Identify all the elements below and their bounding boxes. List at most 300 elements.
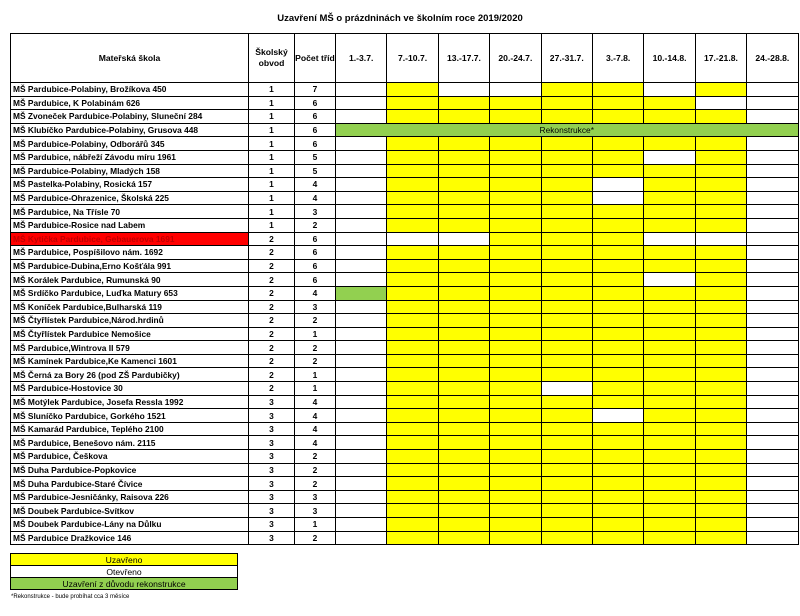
- obvod-cell: 1: [249, 83, 295, 97]
- week-cell-open: [644, 273, 695, 287]
- trid-cell: 2: [295, 463, 336, 477]
- week-cell-closed: [438, 368, 489, 382]
- header-week: 27.-31.7.: [541, 34, 592, 83]
- week-cell-open: [747, 300, 798, 314]
- week-cell-closed: [490, 518, 541, 532]
- week-cell-closed: [541, 477, 592, 491]
- header-school: Mateřská škola: [11, 34, 249, 83]
- week-cell-closed: [541, 504, 592, 518]
- obvod-cell: 3: [249, 409, 295, 423]
- week-cell-closed: [644, 450, 695, 464]
- week-cell-closed: [592, 382, 643, 396]
- school-name-cell: MŠ Kytička Pardubice, Gebauerova 1691: [11, 232, 249, 246]
- week-cell-closed: [438, 110, 489, 124]
- header-row: [11, 34, 799, 83]
- week-cell-closed: [387, 83, 438, 97]
- obvod-cell: 1: [249, 150, 295, 164]
- week-cell-open: [336, 409, 387, 423]
- week-cell-open: [747, 382, 798, 396]
- trid-cell: 5: [295, 150, 336, 164]
- week-cell-open: [747, 178, 798, 192]
- week-cell-closed: [438, 382, 489, 396]
- week-cell-closed: [592, 286, 643, 300]
- table-row: [11, 518, 799, 532]
- week-cell-closed: [490, 300, 541, 314]
- week-cell-open: [336, 246, 387, 260]
- week-cell-open: [438, 83, 489, 97]
- table-row: [11, 382, 799, 396]
- trid-cell: 1: [295, 382, 336, 396]
- week-cell-open: [695, 96, 746, 110]
- trid-cell: 6: [295, 273, 336, 287]
- week-cell-open: [336, 110, 387, 124]
- week-cell-closed: [541, 205, 592, 219]
- week-cell-closed: [644, 110, 695, 124]
- obvod-cell: 3: [249, 463, 295, 477]
- week-cell-closed: [541, 463, 592, 477]
- week-cell-open: [336, 422, 387, 436]
- week-cell-closed: [695, 83, 746, 97]
- week-cell-closed: [644, 436, 695, 450]
- week-cell-open: [541, 382, 592, 396]
- week-cell-closed: [490, 490, 541, 504]
- week-cell-closed: [387, 191, 438, 205]
- week-cell-closed: [695, 504, 746, 518]
- week-cell-closed: [695, 409, 746, 423]
- week-cell-closed: [695, 314, 746, 328]
- obvod-cell: 2: [249, 300, 295, 314]
- trid-cell: 6: [295, 232, 336, 246]
- week-cell-closed: [695, 422, 746, 436]
- week-cell-closed: [695, 300, 746, 314]
- table-row: [11, 246, 799, 260]
- week-cell-reconstruction: [336, 286, 387, 300]
- school-name-cell: MŠ Klubíčko Pardubice-Polabiny, Grusova 448: [11, 123, 249, 137]
- table-row: [11, 273, 799, 287]
- week-cell-closed: [541, 436, 592, 450]
- week-cell-closed: [644, 531, 695, 545]
- week-cell-closed: [695, 395, 746, 409]
- obvod-cell: 1: [249, 218, 295, 232]
- week-cell-closed: [438, 218, 489, 232]
- week-cell-closed: [438, 191, 489, 205]
- week-cell-closed: [592, 300, 643, 314]
- week-cell-open: [747, 395, 798, 409]
- week-cell-closed: [387, 368, 438, 382]
- week-cell-closed: [438, 436, 489, 450]
- week-cell-open: [336, 490, 387, 504]
- week-cell-closed: [387, 395, 438, 409]
- week-cell-closed: [592, 368, 643, 382]
- week-cell-closed: [592, 490, 643, 504]
- school-name-cell: MŠ Duha Pardubice-Staré Čívice: [11, 477, 249, 491]
- week-cell-open: [747, 246, 798, 260]
- week-cell-open: [747, 273, 798, 287]
- trid-cell: 1: [295, 368, 336, 382]
- obvod-cell: 1: [249, 137, 295, 151]
- week-cell-closed: [644, 463, 695, 477]
- week-cell-closed: [438, 531, 489, 545]
- week-cell-closed: [644, 286, 695, 300]
- obvod-cell: 3: [249, 450, 295, 464]
- week-cell-open: [747, 422, 798, 436]
- trid-cell: 2: [295, 218, 336, 232]
- week-cell-closed: [541, 150, 592, 164]
- week-cell-closed: [644, 341, 695, 355]
- week-cell-open: [747, 463, 798, 477]
- week-cell-closed: [438, 164, 489, 178]
- week-cell-closed: [644, 504, 695, 518]
- week-cell-open: [747, 450, 798, 464]
- week-cell-open: [747, 164, 798, 178]
- trid-cell: 2: [295, 354, 336, 368]
- week-cell-closed: [695, 368, 746, 382]
- week-cell-closed: [695, 436, 746, 450]
- week-cell-closed: [644, 327, 695, 341]
- week-cell-open: [747, 409, 798, 423]
- week-cell-closed: [490, 450, 541, 464]
- week-cell-closed: [592, 314, 643, 328]
- week-cell-closed: [490, 504, 541, 518]
- week-cell-open: [336, 150, 387, 164]
- week-cell-closed: [695, 218, 746, 232]
- week-cell-open: [747, 205, 798, 219]
- week-cell-open: [747, 477, 798, 491]
- legend-reconstruction: Uzavření z důvodu rekonstrukce: [11, 578, 238, 590]
- school-name-cell: MŠ Pardubice-Rosice nad Labem: [11, 218, 249, 232]
- week-cell-closed: [592, 232, 643, 246]
- school-name-cell: MŠ Pardubice-Dubina,Erno Košťála 991: [11, 259, 249, 273]
- week-cell-closed: [387, 450, 438, 464]
- week-cell-closed: [438, 246, 489, 260]
- week-cell-closed: [644, 191, 695, 205]
- table-row: [11, 218, 799, 232]
- obvod-cell: 3: [249, 531, 295, 545]
- week-cell-closed: [490, 259, 541, 273]
- school-name-cell: MŠ Pardubice-Polabiny, Mladých 158: [11, 164, 249, 178]
- week-cell-closed: [490, 191, 541, 205]
- week-cell-closed: [644, 246, 695, 260]
- week-cell-closed: [387, 164, 438, 178]
- legend: [10, 553, 238, 590]
- week-cell-open: [336, 191, 387, 205]
- week-cell-open: [336, 395, 387, 409]
- header-week: 24.-28.8.: [747, 34, 798, 83]
- obvod-cell: 1: [249, 178, 295, 192]
- table-row: [11, 286, 799, 300]
- obvod-cell: 2: [249, 246, 295, 260]
- week-cell-open: [592, 409, 643, 423]
- school-name-cell: MŠ Sluníčko Pardubice, Gorkého 1521: [11, 409, 249, 423]
- obvod-cell: 1: [249, 205, 295, 219]
- week-cell-closed: [541, 232, 592, 246]
- schedule-table: [10, 33, 799, 545]
- week-cell-closed: [644, 382, 695, 396]
- week-cell-open: [747, 218, 798, 232]
- week-cell-closed: [644, 96, 695, 110]
- week-cell-closed: [541, 422, 592, 436]
- week-cell-open: [336, 205, 387, 219]
- table-row: [11, 422, 799, 436]
- school-name-cell: MŠ Pardubice,Wintrova II 579: [11, 341, 249, 355]
- obvod-cell: 2: [249, 232, 295, 246]
- week-cell-closed: [592, 327, 643, 341]
- trid-cell: 3: [295, 504, 336, 518]
- week-cell-open: [490, 83, 541, 97]
- week-cell-closed: [490, 368, 541, 382]
- week-cell-closed: [541, 164, 592, 178]
- table-row: [11, 96, 799, 110]
- week-cell-open: [592, 191, 643, 205]
- week-cell-closed: [592, 395, 643, 409]
- week-cell-closed: [490, 422, 541, 436]
- obvod-cell: 3: [249, 422, 295, 436]
- header-obvod: Školský obvod: [249, 34, 295, 83]
- week-cell-closed: [387, 300, 438, 314]
- week-cell-closed: [592, 218, 643, 232]
- week-cell-open: [438, 232, 489, 246]
- table-row: [11, 191, 799, 205]
- week-cell-closed: [490, 341, 541, 355]
- week-cell-closed: [541, 450, 592, 464]
- school-name-cell: MŠ Koníček Pardubice,Bulharská 119: [11, 300, 249, 314]
- page-title: Uzavření MŠ o prázdninách ve školním roce 2019/2020: [277, 13, 523, 24]
- week-cell-closed: [490, 409, 541, 423]
- week-cell-closed: [438, 450, 489, 464]
- table-row: [11, 110, 799, 124]
- week-cell-closed: [438, 96, 489, 110]
- week-cell-closed: [387, 409, 438, 423]
- week-cell-closed: [387, 436, 438, 450]
- week-cell-closed: [541, 327, 592, 341]
- week-cell-closed: [438, 273, 489, 287]
- school-name-cell: MŠ Pardubice, nábřeží Závodu míru 1961: [11, 150, 249, 164]
- week-cell-closed: [592, 205, 643, 219]
- week-cell-closed: [438, 137, 489, 151]
- school-name-cell: MŠ Pastelka-Polabiny, Rosická 157: [11, 178, 249, 192]
- week-cell-closed: [490, 327, 541, 341]
- week-cell-closed: [490, 286, 541, 300]
- obvod-cell: 1: [249, 96, 295, 110]
- week-cell-closed: [438, 259, 489, 273]
- week-cell-closed: [387, 463, 438, 477]
- week-cell-closed: [644, 137, 695, 151]
- trid-cell: 6: [295, 110, 336, 124]
- obvod-cell: 1: [249, 123, 295, 137]
- table-row: [11, 314, 799, 328]
- week-cell-closed: [541, 286, 592, 300]
- obvod-cell: 3: [249, 395, 295, 409]
- week-cell-closed: [541, 395, 592, 409]
- table-row: [11, 463, 799, 477]
- week-cell-closed: [695, 164, 746, 178]
- header-week: 20.-24.7.: [490, 34, 541, 83]
- trid-cell: 6: [295, 246, 336, 260]
- week-cell-closed: [541, 409, 592, 423]
- week-cell-open: [747, 518, 798, 532]
- week-cell-open: [336, 164, 387, 178]
- school-name-cell: MŠ Pardubice Dražkovice 146: [11, 531, 249, 545]
- week-cell-closed: [387, 477, 438, 491]
- obvod-cell: 2: [249, 368, 295, 382]
- table-row: [11, 137, 799, 151]
- week-cell-open: [336, 531, 387, 545]
- week-cell-closed: [387, 382, 438, 396]
- school-name-cell: MŠ Pardubice-Jesničánky, Raisova 226: [11, 490, 249, 504]
- table-row: [11, 354, 799, 368]
- week-cell-closed: [695, 382, 746, 396]
- week-cell-closed: [438, 518, 489, 532]
- week-cell-open: [336, 436, 387, 450]
- week-cell-closed: [490, 178, 541, 192]
- trid-cell: 6: [295, 259, 336, 273]
- week-cell-closed: [644, 300, 695, 314]
- week-cell-closed: [541, 246, 592, 260]
- week-cell-closed: [695, 341, 746, 355]
- obvod-cell: 3: [249, 436, 295, 450]
- week-cell-open: [747, 327, 798, 341]
- week-cell-open: [336, 137, 387, 151]
- header-week: 13.-17.7.: [438, 34, 489, 83]
- week-cell-closed: [387, 518, 438, 532]
- week-cell-closed: [541, 218, 592, 232]
- week-cell-closed: [592, 164, 643, 178]
- week-cell-open: [336, 463, 387, 477]
- week-cell-open: [747, 110, 798, 124]
- table-row: [11, 368, 799, 382]
- week-cell-closed: [695, 327, 746, 341]
- obvod-cell: 2: [249, 382, 295, 396]
- week-cell-closed: [490, 218, 541, 232]
- week-cell-closed: [438, 395, 489, 409]
- week-cell-closed: [490, 150, 541, 164]
- week-cell-closed: [541, 490, 592, 504]
- obvod-cell: 2: [249, 273, 295, 287]
- week-cell-open: [747, 504, 798, 518]
- week-cell-closed: [644, 490, 695, 504]
- obvod-cell: 2: [249, 286, 295, 300]
- week-cell-closed: [490, 354, 541, 368]
- trid-cell: 1: [295, 518, 336, 532]
- week-cell-open: [747, 314, 798, 328]
- week-cell-open: [747, 490, 798, 504]
- trid-cell: 1: [295, 327, 336, 341]
- school-name-cell: MŠ Pardubice, Benešovo nám. 2115: [11, 436, 249, 450]
- week-cell-closed: [490, 246, 541, 260]
- week-cell-closed: [438, 327, 489, 341]
- week-cell-closed: [387, 422, 438, 436]
- week-cell-open: [695, 232, 746, 246]
- trid-cell: 5: [295, 164, 336, 178]
- week-cell-closed: [490, 110, 541, 124]
- week-cell-closed: [644, 368, 695, 382]
- week-cell-closed: [387, 150, 438, 164]
- week-cell-closed: [438, 422, 489, 436]
- week-cell-open: [644, 150, 695, 164]
- week-cell-open: [336, 450, 387, 464]
- obvod-cell: 1: [249, 164, 295, 178]
- week-cell-closed: [592, 436, 643, 450]
- week-cell-closed: [490, 531, 541, 545]
- week-cell-closed: [541, 110, 592, 124]
- table-row: [11, 232, 799, 246]
- table-row: [11, 504, 799, 518]
- obvod-cell: 2: [249, 341, 295, 355]
- reconstruction-cell: Rekonstrukce*: [336, 123, 799, 137]
- school-name-cell: MŠ Kamínek Pardubice,Ke Kamenci 1601: [11, 354, 249, 368]
- trid-cell: 3: [295, 205, 336, 219]
- week-cell-closed: [541, 518, 592, 532]
- week-cell-closed: [541, 314, 592, 328]
- week-cell-closed: [644, 205, 695, 219]
- week-cell-closed: [592, 422, 643, 436]
- week-cell-closed: [695, 477, 746, 491]
- table-row: [11, 395, 799, 409]
- header-week: 3.-7.8.: [592, 34, 643, 83]
- week-cell-closed: [438, 463, 489, 477]
- week-cell-open: [747, 531, 798, 545]
- table-row: [11, 150, 799, 164]
- week-cell-closed: [490, 477, 541, 491]
- school-name-cell: MŠ Zvoneček Pardubice-Polabiny, Sluneční 284: [11, 110, 249, 124]
- week-cell-closed: [490, 314, 541, 328]
- week-cell-closed: [695, 354, 746, 368]
- week-cell-closed: [541, 300, 592, 314]
- obvod-cell: 3: [249, 518, 295, 532]
- week-cell-closed: [438, 490, 489, 504]
- table-row: [11, 436, 799, 450]
- week-cell-closed: [695, 150, 746, 164]
- week-cell-closed: [387, 259, 438, 273]
- school-name-cell: MŠ Korálek Pardubice, Rumunská 90: [11, 273, 249, 287]
- obvod-cell: 3: [249, 477, 295, 491]
- week-cell-closed: [490, 463, 541, 477]
- week-cell-closed: [541, 273, 592, 287]
- week-cell-closed: [592, 96, 643, 110]
- week-cell-closed: [695, 259, 746, 273]
- week-cell-open: [336, 83, 387, 97]
- week-cell-closed: [387, 137, 438, 151]
- week-cell-open: [336, 327, 387, 341]
- trid-cell: 4: [295, 286, 336, 300]
- week-cell-closed: [592, 150, 643, 164]
- week-cell-closed: [592, 341, 643, 355]
- week-cell-open: [336, 382, 387, 396]
- week-cell-closed: [387, 490, 438, 504]
- week-cell-closed: [387, 205, 438, 219]
- trid-cell: 2: [295, 477, 336, 491]
- school-name-cell: MŠ Srdíčko Pardubice, Luďka Matury 653: [11, 286, 249, 300]
- week-cell-closed: [387, 218, 438, 232]
- obvod-cell: 1: [249, 110, 295, 124]
- week-cell-closed: [541, 341, 592, 355]
- week-cell-closed: [592, 518, 643, 532]
- week-cell-open: [336, 232, 387, 246]
- week-cell-closed: [695, 273, 746, 287]
- week-cell-closed: [592, 110, 643, 124]
- week-cell-open: [747, 137, 798, 151]
- week-cell-closed: [592, 450, 643, 464]
- school-name-cell: MŠ Pardubice-Hostovice 30: [11, 382, 249, 396]
- week-cell-open: [336, 218, 387, 232]
- week-cell-closed: [438, 354, 489, 368]
- week-cell-closed: [695, 490, 746, 504]
- table-row: [11, 259, 799, 273]
- week-cell-closed: [644, 218, 695, 232]
- week-cell-open: [336, 504, 387, 518]
- header-week: 17.-21.8.: [695, 34, 746, 83]
- week-cell-closed: [490, 205, 541, 219]
